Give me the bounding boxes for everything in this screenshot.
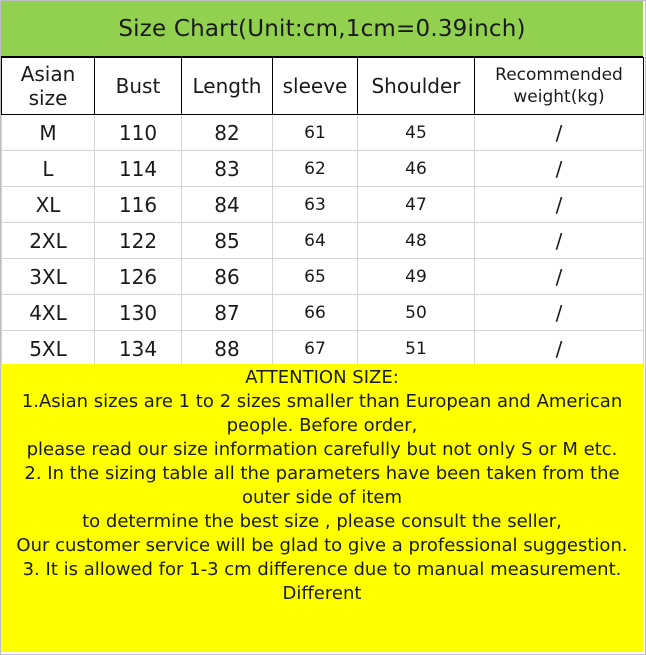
cell-sleeve: 62 <box>273 151 358 187</box>
table-body <box>2 115 644 367</box>
cell-shoulder: 47 <box>358 187 475 223</box>
notice-line-4: to determine the best size , please consult the seller, <box>82 511 562 532</box>
cell-recommended-weight: / <box>475 259 644 295</box>
cell-bust: 134 <box>95 331 182 367</box>
size-table <box>1 57 644 367</box>
notice-line-1: 1.Asian sizes are 1 to 2 sizes smaller than European and American people. Before order, <box>21 391 623 436</box>
cell-sleeve: 63 <box>273 187 358 223</box>
cell-sleeve: 65 <box>273 259 358 295</box>
cell-recommended-weight: / <box>475 223 644 259</box>
cell-bust: 116 <box>95 187 182 223</box>
notice-line-2: please read our size information carefully but not only S or M etc. <box>26 439 618 460</box>
cell-length: 88 <box>182 331 273 367</box>
attention-notice <box>1 364 643 652</box>
cell-recommended-weight: / <box>475 151 644 187</box>
cell-size: M <box>2 115 95 151</box>
notice-heading: ATTENTION SIZE: <box>245 367 399 388</box>
cell-sleeve: 61 <box>273 115 358 151</box>
table-row <box>2 115 644 151</box>
notice-line-5: Our customer service will be glad to give a professional suggestion. <box>16 535 628 556</box>
cell-shoulder: 45 <box>358 115 475 151</box>
header-sleeve: sleeve <box>273 58 358 115</box>
cell-size: XL <box>2 187 95 223</box>
table-row <box>2 259 644 295</box>
notice-line-3: 2. In the sizing table all the parameters have been taken from the outer side of item <box>24 463 620 508</box>
table-row <box>2 151 644 187</box>
cell-recommended-weight: / <box>475 331 644 367</box>
cell-size: 5XL <box>2 331 95 367</box>
cell-shoulder: 48 <box>358 223 475 259</box>
header-bust: Bust <box>95 58 182 115</box>
table-header-row <box>2 58 644 115</box>
cell-shoulder: 46 <box>358 151 475 187</box>
cell-recommended-weight: / <box>475 187 644 223</box>
cell-size: L <box>2 151 95 187</box>
cell-shoulder: 50 <box>358 295 475 331</box>
cell-sleeve: 66 <box>273 295 358 331</box>
notice-line-6: 3. It is allowed for 1-3 cm difference due to manual measurement. Different <box>22 559 622 604</box>
cell-sleeve: 64 <box>273 223 358 259</box>
table-row <box>2 187 644 223</box>
cell-bust: 114 <box>95 151 182 187</box>
cell-shoulder: 51 <box>358 331 475 367</box>
header-asian-size: Asian size <box>2 58 95 115</box>
cell-bust: 110 <box>95 115 182 151</box>
cell-length: 82 <box>182 115 273 151</box>
table-row <box>2 223 644 259</box>
cell-bust: 122 <box>95 223 182 259</box>
cell-size: 2XL <box>2 223 95 259</box>
cell-sleeve: 67 <box>273 331 358 367</box>
table-row <box>2 331 644 367</box>
cell-recommended-weight: / <box>475 115 644 151</box>
header-length: Length <box>182 58 273 115</box>
cell-recommended-weight: / <box>475 295 644 331</box>
cell-length: 83 <box>182 151 273 187</box>
table-row <box>2 295 644 331</box>
cell-size: 3XL <box>2 259 95 295</box>
header-shoulder: Shoulder <box>358 58 475 115</box>
cell-length: 84 <box>182 187 273 223</box>
cell-bust: 126 <box>95 259 182 295</box>
cell-length: 86 <box>182 259 273 295</box>
cell-length: 85 <box>182 223 273 259</box>
header-recommended-weight: Recommended weight(kg) <box>475 58 644 115</box>
cell-shoulder: 49 <box>358 259 475 295</box>
cell-bust: 130 <box>95 295 182 331</box>
cell-length: 87 <box>182 295 273 331</box>
cell-size: 4XL <box>2 295 95 331</box>
size-chart-title: Size Chart(Unit:cm,1cm=0.39inch) <box>1 1 643 57</box>
